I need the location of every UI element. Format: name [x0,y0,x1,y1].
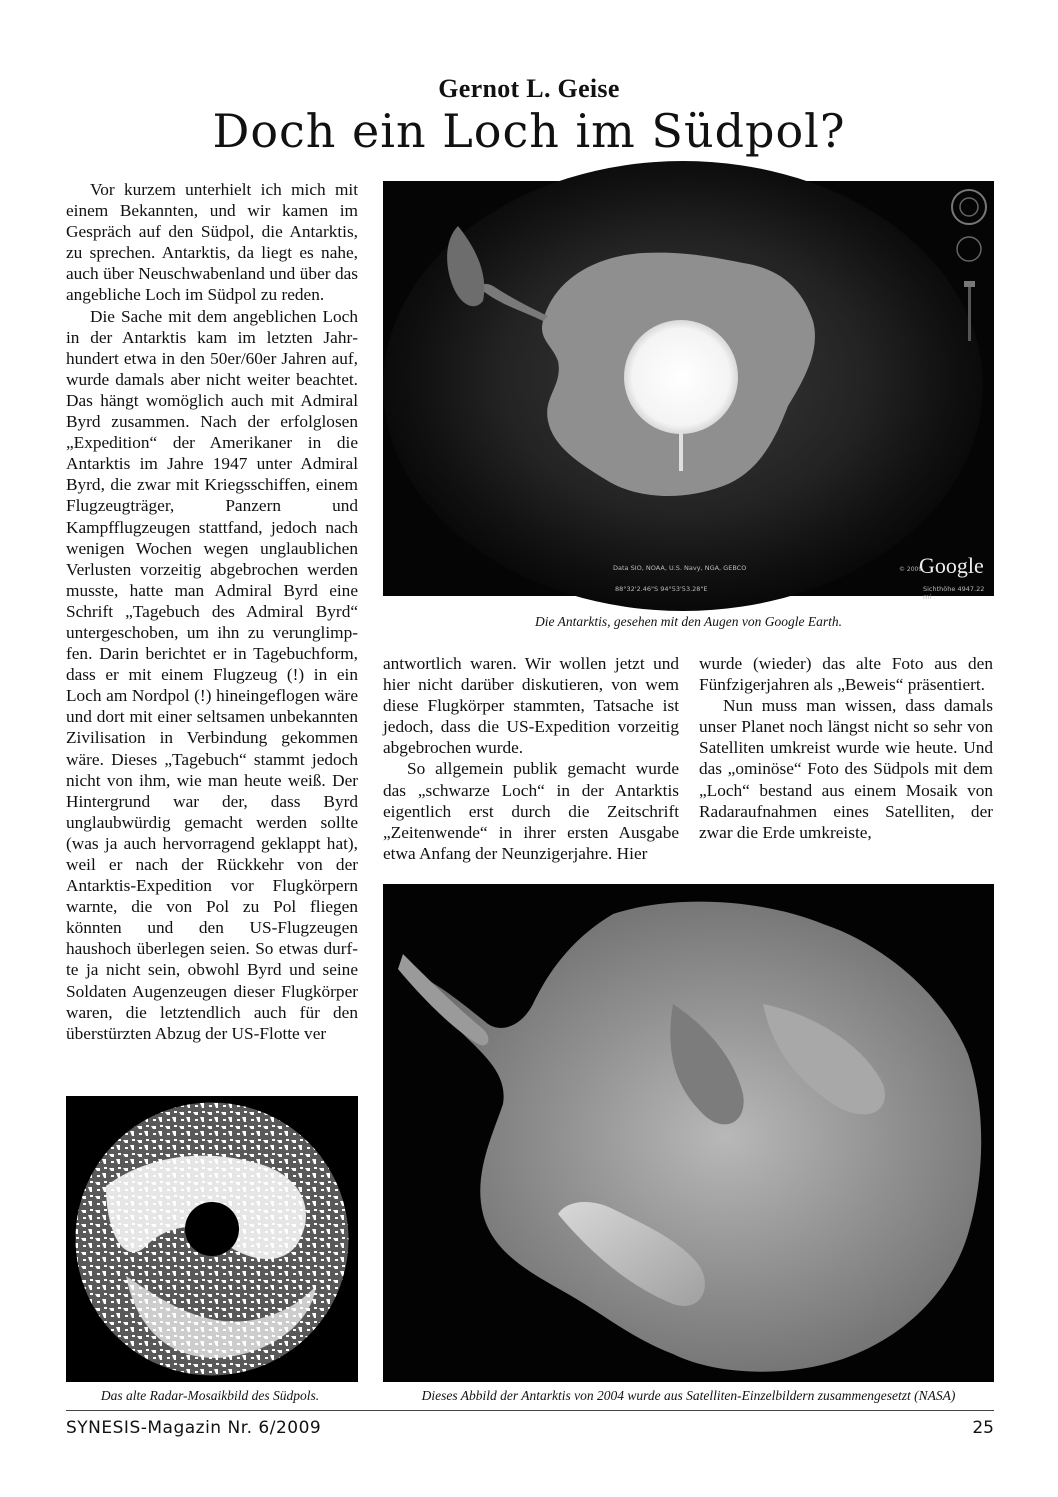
article-author: Gernot L. Geise [438,74,620,103]
google-logo: Google [919,553,984,578]
map-data-credit: Data SIO, NOAA, U.S. Navy, NGA, GEBCO [613,564,747,572]
page-number: 25 [972,1418,994,1438]
google-earth-image [383,181,994,601]
paragraph: Nun muss man wissen, dass damals unser Planet noch längst nicht so sehr von Satelliten umkreist wurde wie heute. Und das „ominöse“ Foto des Südpols mit dem „Loch“ bestand aus einem Mosaik von Radaraufnahmen eines Satelliten, der zwar die Erde umkreiste, [699,696,993,842]
nasa-caption: Dieses Abbild der Antarktis von 2004 wurde aus Satelliten-Einzelbildern zusammengesetzt (NASA) [421,1388,956,1403]
footer-rule [66,1410,994,1411]
radar-mosaic-graphic [66,1096,358,1382]
nasa-antarctica-graphic [383,884,994,1382]
map-copyright: © 2009 [899,566,923,573]
paragraph: antwortlich waren. Wir wollen jetzt und hier nicht darüber diskutieren, von wem diese Flugkörper stammten, Tatsache ist jedoch, dass die US-Expedition vorzeitig abgebrochen wurde. [383,654,679,758]
text-column-2 [383,653,679,864]
radar-mosaic-image [66,1096,358,1382]
google-earth-caption: Die Antarktis, gesehen mit den Augen von Google Earth. [535,614,842,629]
nasa-antarctica-image [383,884,994,1382]
radar-caption: Das alte Radar-Mosaikbild des Südpols. [100,1388,320,1403]
paragraph: Vor kurzem unterhielt ich mich mit einem Bekannten, und wir kamen im Gespräch auf den Südpol, die Antarktis, zu sprechen. Antarktis, da liegt es nahe, auch über Neuschwabenland und über das angebliche Loch im Südpol zu reden. [66,180,358,305]
eye-altitude: Sichthöhe 4947.22 mi [923,585,985,601]
paragraph: So allgemein publik gemacht wurde das „schwarze Loch“ in der Antarktis eigentlich erst durch die Zeitschrift „Zeitenwende“ in ihrer ersten Ausgabe etwa Anfang der Neunzigerjahre. Hier [383,759,679,863]
map-coordinates: 88°32'2.46"S 94°53'53.28"E [615,585,708,593]
text-column-1 [66,179,358,1044]
text-column-3 [699,653,993,843]
paragraph: Die Sache mit dem angeblichen Loch in der Antarktis kam im letzten Jahrhundert etwa in den 50er/60er Jahren auf, wurde damals aber nicht weiter beachtet. Das hängt womöglich auch mit Admiral Byrd zusammen. Nach der erfolglosen „Expedition“ der Amerikaner in die Antarktis im Jahre 1947 unter Admiral Byrd, die zwar mit Kriegsschiffen, einem Flugzeugträger, Panzern und Kampfflugzeugen stattfand, jedoch nach wenigen Wochen wegen unglaublichen Verlusten vorzeitig abgebrochen werden musste, hatte man Admiral Byrd eine Schrift „Tagebuch des Admiral Byrd“ untergeschoben, um ihn zu verunglimpfen. Darin berichtet er in Tagebuchform, dass er mit einem Flugzeug (!) in ein Loch am Nordpol (!) hineingeflogen wäre und dort mit einer seltsamen unbekannten Zivilisation in Verbindung gekommen wäre. Dieses „Tagebuch“ stammt jedoch nicht von ihm, wie man heute weiß. Der Hintergrund war der, dass Byrd unglaubwürdig gemacht werden sollte (was ja auch hervorragend geklappt hat), weil er nach der Rückkehr von der Antarktis-Expedition vor Flugkörpern warnte, die von Pol zu Pol fliegen könnten und den US-Flugzeugen haushoch überlegen seien. So etwas durfte ja nicht sein, obwohl Byrd und seine Soldaten Augenzeugen dieser Flugkörper waren, die letztendlich auch für den überstürzten Abzug der US-Flotte ver [66,306,358,1043]
google-earth-graphic [383,181,994,596]
paragraph: wurde (wieder) das alte Foto aus den Fünfzigerjahren als „Beweis“ präsentiert. [699,654,993,695]
article-title: Doch ein Loch im Südpol? [212,104,846,158]
footer-magazine: SYNESIS-Magazin Nr. 6/2009 [66,1418,322,1438]
